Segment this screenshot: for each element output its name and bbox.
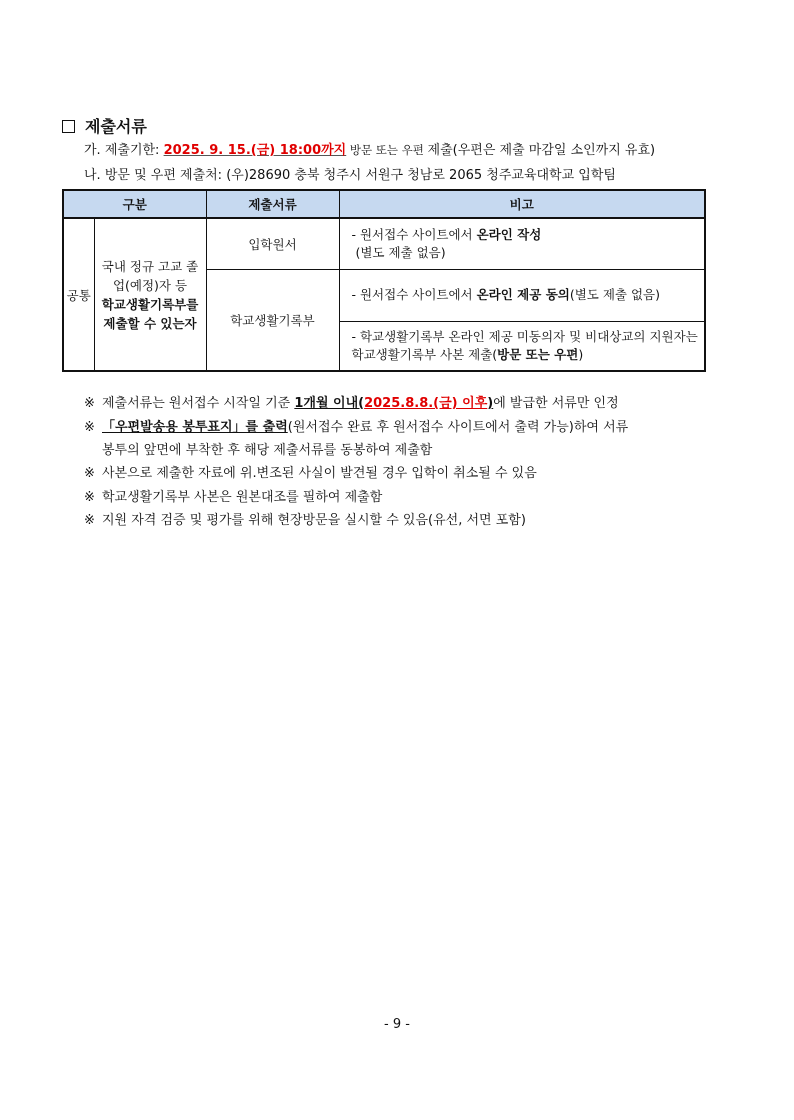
- note-item: ※ 지원 자격 검증 및 평가를 위해 현장방문을 실시할 수 있음(유선, 서면 포함): [84, 513, 526, 528]
- note-item: ※ 「우편발송용 봉투표지」를 출력(원서접수 완료 후 원서접수 사이트에서 출력 가능)하여 서류: [84, 420, 629, 435]
- deadline-line: 가. 제출기한: 2025. 9. 15.(금) 18:00까지 방문 또는 우편 제출(우편은 제출 마감일 소인까지 유효): [84, 143, 656, 158]
- remark-cell: - 원서접수 사이트에서 온라인 제공 동의(별도 제출 없음): [339, 269, 705, 321]
- header-category: 구분: [63, 190, 206, 218]
- header-remarks: 비고: [339, 190, 705, 218]
- category-cell: 공통: [63, 218, 94, 371]
- note-item-continued: 봉투의 앞면에 부착한 후 해당 제출서류를 동봉하여 제출함: [102, 443, 433, 458]
- eligibility-cell: 국내 정규 고교 졸업(예정)자 등 학교생활기록부를 제출할 수 있는자: [94, 218, 206, 371]
- table-header-row: [63, 190, 705, 218]
- section-title: 제출서류: [62, 114, 147, 137]
- note-item: ※ 제출서류는 원서접수 시작일 기준 1개월 이내(2025.8.8.(금) 이후)에 발급한 서류만 인정: [84, 396, 619, 411]
- doc-school-record: 학교생활기록부: [206, 269, 339, 371]
- deadline: 2025. 9. 15.(금) 18:00까지: [163, 143, 347, 158]
- note-item: ※ 사본으로 제출한 자료에 위.변조된 사실이 발견될 경우 입학이 취소될 수 있음: [84, 466, 537, 481]
- note-item: ※ 학교생활기록부 사본은 원본대조를 필하여 제출함: [84, 490, 383, 505]
- submission-address: 나. 방문 및 우편 제출처: (우)28690 충북 청주시 서원구 청남로 2065 청주교육대학교 입학팀: [84, 168, 616, 183]
- documents-table: [62, 189, 706, 372]
- table-row: [63, 218, 705, 269]
- page-number: - 9 -: [384, 1017, 410, 1032]
- checkbox-square-icon: [62, 120, 75, 133]
- remark-cell: - 학교생활기록부 온라인 제공 미동의자 및 비대상교의 지원자는 학교생활기록부 사본 제출(방문 또는 우편): [339, 321, 705, 371]
- doc-application: 입학원서: [206, 218, 339, 269]
- header-documents: 제출서류: [206, 190, 339, 218]
- remark-cell: - 원서접수 사이트에서 온라인 작성 (별도 제출 없음): [339, 218, 705, 269]
